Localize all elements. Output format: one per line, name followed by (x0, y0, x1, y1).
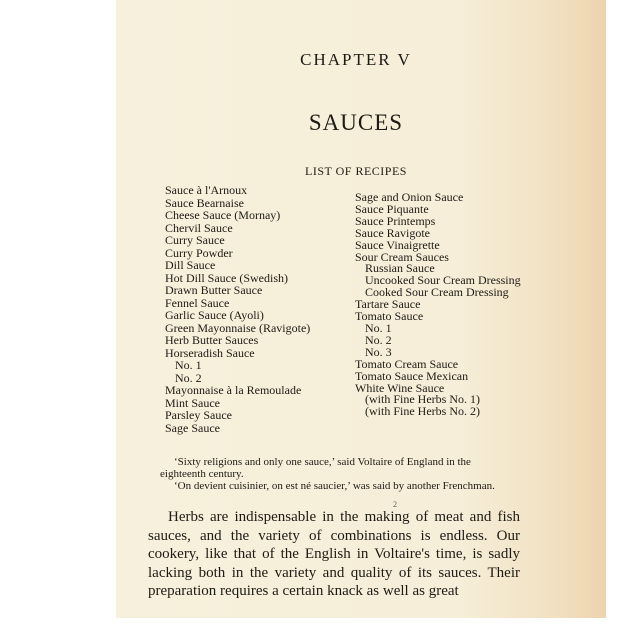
recipe-item: Mint Sauce (165, 395, 220, 410)
quote: ‘Sixty religions and only one sauce,’ said Voltaire of England in the eighteenth century. (160, 456, 471, 480)
recipe-item: Parsley Sauce (165, 408, 232, 422)
recipe-item: No. 3 (365, 344, 392, 359)
recipe-item: Dill Sauce (165, 258, 216, 272)
epigraph (160, 456, 508, 492)
recipe-item: Sour Cream Sauces (355, 249, 449, 264)
recipe-item: Russian Sauce (365, 261, 435, 276)
recipe-item: Sauce Printemps (355, 213, 436, 228)
recipe-item: No. 1 (365, 320, 392, 335)
recipe-list-right (355, 192, 521, 418)
recipe-list-left (165, 184, 310, 434)
recipe-item: Garlic Sauce (Ayoli) (165, 308, 264, 322)
recipe-item: Tomato Sauce Mexican (355, 368, 469, 383)
list-heading: LIST OF RECIPES (305, 164, 407, 178)
recipe-item: Green Mayonnaise (Ravigote) (165, 320, 311, 335)
recipe-item: White Wine Sauce (355, 380, 445, 395)
recipe-item: Cheese Sauce (Mornay) (165, 208, 281, 222)
chapter-heading: CHAPTER V (300, 50, 412, 69)
recipe-item: Sauce Ravigote (355, 225, 430, 240)
recipe-item: Horseradish Sauce (165, 345, 255, 360)
recipe-item: Sauce Vinaigrette (355, 237, 440, 252)
recipe-item: (with Fine Herbs No. 1) (365, 392, 480, 407)
body-text (148, 508, 520, 601)
recipe-item: Fennel Sauce (165, 295, 230, 310)
recipe-item: Herb Butter Sauces (165, 333, 259, 347)
recipe-item: No. 2 (365, 332, 392, 347)
recipe-item: Uncooked Sour Cream Dressing (365, 273, 521, 288)
recipe-item: Sauce Piquante (355, 201, 429, 216)
recipe-item: No. 2 (175, 370, 202, 385)
quote: ‘On devient cuisinier, on est né saucier,’ was said by another Frenchman. (174, 480, 495, 492)
recipe-item: Tartare Sauce (355, 297, 421, 312)
recipe-item: Sage Sauce (165, 420, 220, 435)
recipe-item: Tomato Sauce (355, 309, 424, 324)
chapter-title: SAUCES (308, 110, 404, 135)
recipe-item: Mayonnaise à la Remoulade (165, 383, 302, 397)
recipe-item: Curry Powder (165, 245, 233, 260)
recipe-item: (with Fine Herbs No. 2) (365, 404, 480, 419)
recipe-item: Chervil Sauce (165, 220, 233, 235)
recipe-item: Hot Dill Sauce (Swedish) (165, 270, 288, 285)
recipe-item: Drawn Butter Sauce (165, 283, 263, 297)
recipe-item: Tomato Cream Sauce (355, 356, 459, 371)
recipe-item: Curry Sauce (165, 233, 225, 247)
paragraph: Herbs are indispensable in the making of meat and fish sauces, and the variety of combinations is endless. Our cookery, like that of the English in Voltaire's time, is sadly lacking both in the variety and quality of its sauces. Their preparation requires a certain knack as well as great (148, 509, 520, 599)
recipe-item: Sage and Onion Sauce (355, 190, 464, 204)
recipe-item: No. 1 (175, 358, 202, 372)
recipe-item: Cooked Sour Cream Dressing (365, 285, 509, 300)
signature-mark: 2 (393, 500, 397, 509)
recipe-item: Sauce à l'Arnoux (165, 183, 248, 197)
recipe-item: Sauce Bearnaise (165, 195, 244, 210)
